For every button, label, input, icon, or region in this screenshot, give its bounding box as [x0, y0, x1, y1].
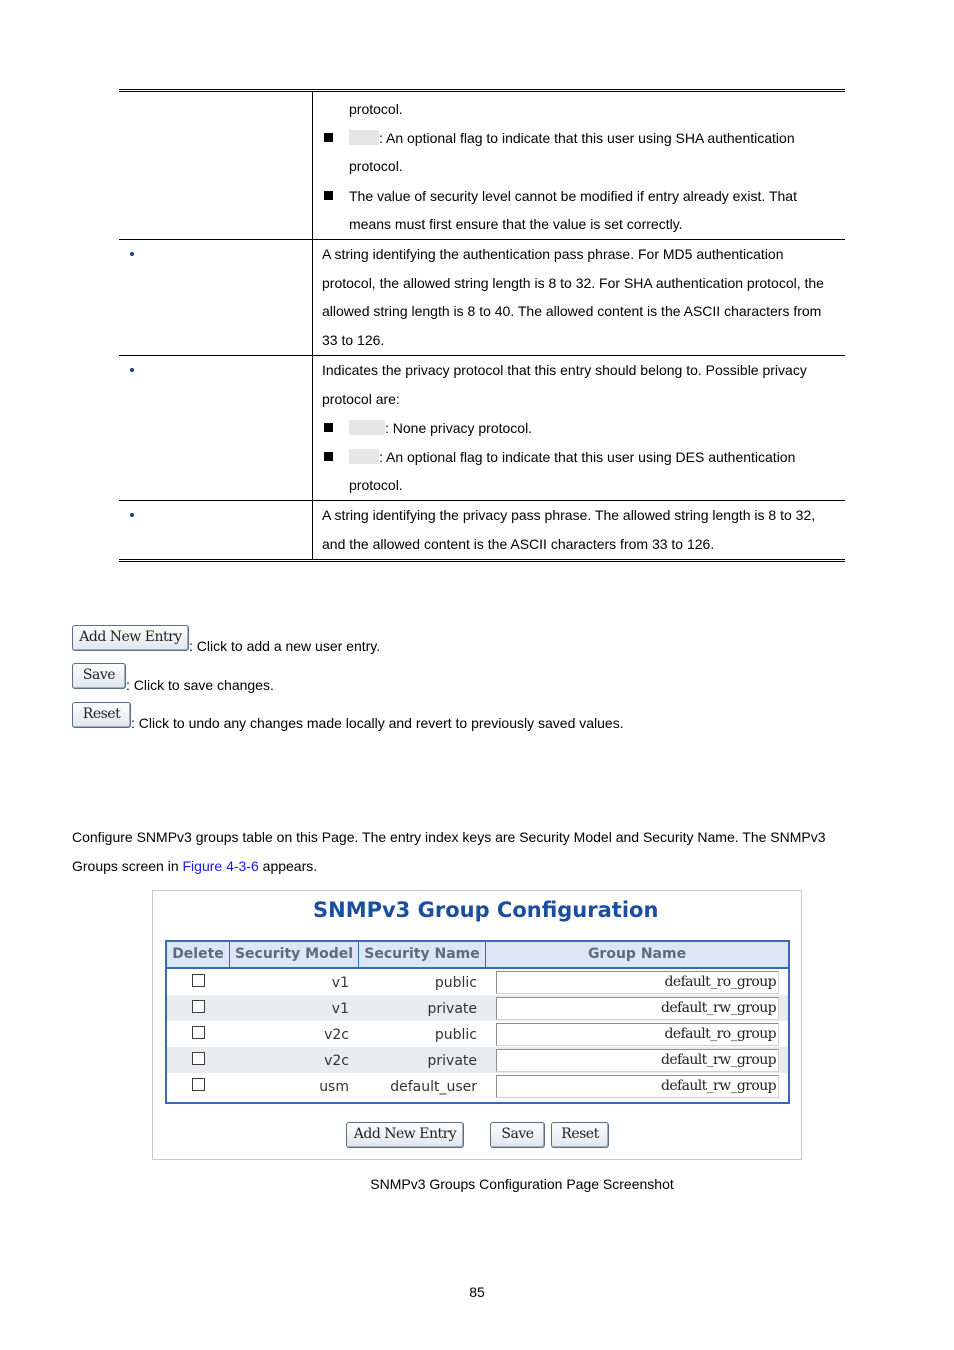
row3-des-bullet: : An optional flag to indicate that this user using DES authentication	[349, 447, 795, 467]
row1-line1: protocol.	[349, 101, 403, 117]
table-row	[167, 995, 788, 1021]
security-model-cell: usm	[319, 1079, 349, 1095]
figure-link[interactable]: Figure 4-3-6	[182, 858, 259, 874]
delete-checkbox[interactable]	[192, 1078, 205, 1091]
add-new-entry-button[interactable]: Add New Entry	[346, 1122, 464, 1148]
reset-desc: : Click to undo any changes made locally and revert to previously saved values.	[131, 715, 624, 731]
row-divider	[119, 239, 845, 240]
figure-caption: SNMPv3 Groups Configuration Page Screenshot	[370, 1176, 674, 1192]
add-new-entry-desc: : Click to add a new user entry.	[189, 638, 381, 654]
security-name-cell: public	[434, 975, 477, 991]
group-name-input[interactable]: default_ro_group	[496, 971, 779, 994]
row3-none-bullet: : None privacy protocol.	[349, 418, 532, 438]
bullet-square	[324, 423, 333, 432]
security-name-cell: private	[427, 1053, 477, 1069]
delete-checkbox[interactable]	[192, 1000, 205, 1013]
intro-line1: Configure SNMPv3 groups table on this Page. The entry index keys are Security Model and Security Name. The SNMPv3	[72, 829, 826, 845]
header-security-name: Security Name	[359, 942, 486, 967]
delete-checkbox[interactable]	[192, 1052, 205, 1065]
bullet-square	[324, 452, 333, 461]
intro-line2: Groups screen in Figure 4-3-6 appears.	[72, 858, 318, 874]
table-row	[167, 1021, 788, 1047]
security-model-cell: v2c	[324, 1053, 349, 1069]
bullet-square	[324, 133, 333, 142]
delete-checkbox[interactable]	[192, 974, 205, 987]
table-header	[167, 942, 788, 969]
table-top-rule	[119, 89, 845, 92]
header-security-model: Security Model	[230, 942, 359, 967]
row-divider	[119, 355, 845, 356]
table-row	[167, 1073, 788, 1099]
row-bullet	[130, 368, 134, 372]
row3-line2: protocol are:	[322, 391, 400, 407]
row4-line: A string identifying the privacy pass phrase. The allowed string length is 8 to 32,	[322, 507, 816, 523]
security-name-cell: public	[434, 1027, 477, 1043]
group-name-input[interactable]: default_rw_group	[496, 1049, 779, 1072]
table-bottom-rule	[119, 559, 845, 562]
row2-line: protocol, the allowed string length is 8 to 32. For SHA authentication protocol, the	[322, 275, 824, 291]
page-number: 85	[469, 1284, 485, 1300]
value-placeholder	[349, 449, 379, 464]
column-divider	[312, 92, 313, 560]
reset-button[interactable]: Reset	[551, 1122, 609, 1148]
header-group-name: Group Name	[587, 946, 687, 962]
row2-line: 33 to 126.	[322, 332, 385, 348]
row-divider	[119, 500, 845, 501]
row4-line: and the allowed content is the ASCII characters from 33 to 126.	[322, 536, 715, 552]
security-model-cell: v1	[331, 975, 349, 991]
row-bullet	[130, 513, 134, 517]
group-name-input[interactable]: default_ro_group	[496, 1023, 779, 1046]
page-title: SNMPv3 Group Configuration	[313, 898, 659, 922]
group-name-input[interactable]: default_rw_group	[496, 1075, 779, 1098]
table-row	[167, 1047, 788, 1073]
row1-line5: means must first ensure that the value is set correctly.	[349, 216, 683, 232]
add-new-entry-button[interactable]: Add New Entry	[72, 625, 189, 651]
delete-checkbox[interactable]	[192, 1026, 205, 1039]
save-button[interactable]: Save	[490, 1122, 545, 1148]
snmpv3-group-config-screenshot	[152, 890, 802, 1160]
row2-line: allowed string length is 8 to 40. The allowed content is the ASCII characters from	[322, 303, 822, 319]
reset-button[interactable]: Reset	[72, 702, 131, 728]
value-placeholder	[349, 420, 385, 435]
row3-line5: protocol.	[349, 477, 403, 493]
table-row	[167, 969, 788, 995]
group-name-input[interactable]: default_rw_group	[496, 997, 779, 1020]
security-model-cell: v2c	[324, 1027, 349, 1043]
row-bullet	[130, 252, 134, 256]
security-model-cell: v1	[331, 1001, 349, 1017]
value-placeholder	[349, 130, 379, 145]
bullet-square	[324, 191, 333, 200]
row1-line3: protocol.	[349, 158, 403, 174]
save-button[interactable]: Save	[72, 663, 126, 689]
group-table	[165, 940, 790, 1104]
save-desc: : Click to save changes.	[126, 677, 274, 693]
security-name-cell: default_user	[390, 1079, 477, 1095]
row1-note-bullet: The value of security level cannot be modified if entry already exist. That	[349, 188, 797, 204]
header-delete: Delete	[167, 942, 230, 967]
row1-sha-bullet: : An optional flag to indicate that this user using SHA authentication	[349, 128, 795, 148]
row3-line1: Indicates the privacy protocol that this entry should belong to. Possible privacy	[322, 362, 807, 378]
security-name-cell: private	[427, 1001, 477, 1017]
row2-line: A string identifying the authentication pass phrase. For MD5 authentication	[322, 246, 784, 262]
